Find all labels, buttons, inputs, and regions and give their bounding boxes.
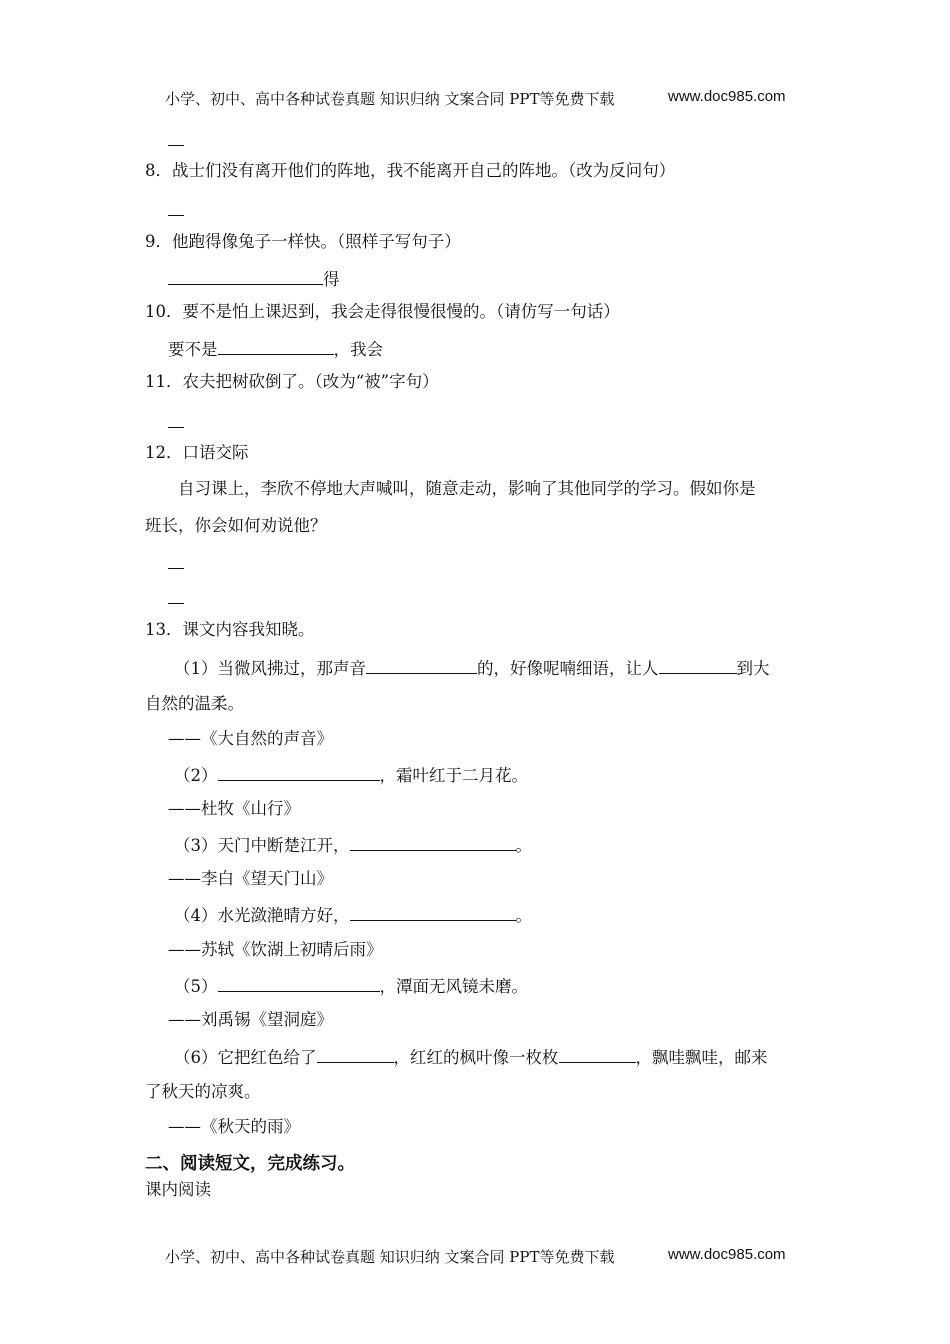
q13-item-2-source: ——杜牧《山行》 <box>168 799 300 818</box>
header-text: 小学、初中、高中各种试卷真题 知识归纳 文案合同 PPT等免费下载 <box>165 90 615 108</box>
fill-blank[interactable] <box>659 656 737 674</box>
q13-2-text-b: ，霜叶红于二月花。 <box>379 766 528 785</box>
q13-item-6-source: ——《秋天的雨》 <box>168 1117 300 1136</box>
fill-blank[interactable] <box>366 656 477 674</box>
q13-4-text-b: 。 <box>515 906 532 925</box>
question-11: 11．农夫把树砍倒了。（改为“被”字句） <box>145 372 439 391</box>
header-url[interactable]: www.doc985.com <box>668 88 786 105</box>
fill-blank[interactable] <box>168 267 323 285</box>
answer-dash <box>168 568 184 569</box>
q9-tail: 得 <box>323 270 340 289</box>
q13-3-text-b: 。 <box>515 836 532 855</box>
q13-4-text-a: （4）水光潋滟晴方好， <box>174 906 350 925</box>
q13-1-text-c: 到大 <box>736 659 770 678</box>
answer-dash <box>168 215 184 216</box>
question-9: 9．他跑得像兔子一样快。（照样子写句子） <box>145 232 461 251</box>
fill-blank[interactable] <box>218 337 334 355</box>
q13-item-5-source: ——刘禹锡《望洞庭》 <box>168 1010 333 1029</box>
fill-blank[interactable] <box>350 903 516 921</box>
q13-6-text-c: ，飘哇飘哇，邮来 <box>635 1048 768 1067</box>
q13-item-6 <box>174 1045 768 1069</box>
q10-prefix: 要不是 <box>168 340 218 359</box>
fill-blank[interactable] <box>218 974 380 992</box>
question-10: 10．要不是怕上课迟到，我会走得很慢很慢的。（请仿写一句话） <box>145 302 620 321</box>
footer-url[interactable]: www.doc985.com <box>668 1246 786 1263</box>
q13-item-6-cont: 了秋天的凉爽。 <box>145 1082 261 1101</box>
q13-6-text-b: ，红红的枫叶像一枚枚 <box>393 1048 559 1067</box>
q13-5-text-a: （5） <box>174 977 218 996</box>
fill-blank[interactable] <box>218 763 380 781</box>
q13-1-text-a: （1）当微风拂过，那声音 <box>174 659 366 678</box>
q13-item-2 <box>174 763 528 787</box>
q13-item-4-source: ——苏轼《饮湖上初晴后雨》 <box>168 940 383 959</box>
question-12-line1: 自习课上，李欣不停地大声喊叫，随意走动，影响了其他同学的学习。假如你是 <box>178 479 756 498</box>
q13-item-1 <box>174 656 770 680</box>
q13-item-5 <box>174 974 528 998</box>
q13-item-3 <box>174 833 532 857</box>
question-9-answer-line <box>168 267 340 291</box>
question-12-title: 12．口语交际 <box>145 443 249 462</box>
q13-item-1-cont: 自然的温柔。 <box>145 694 244 713</box>
footer-text: 小学、初中、高中各种试卷真题 知识归纳 文案合同 PPT等免费下载 <box>165 1248 615 1266</box>
question-10-answer-line <box>168 337 383 361</box>
fill-blank[interactable] <box>559 1045 636 1063</box>
q13-5-text-b: ，潭面无风镜未磨。 <box>379 977 528 996</box>
q13-item-4 <box>174 903 532 927</box>
q10-mid: ，我会 <box>333 340 383 359</box>
q13-item-1-source: ——《大自然的声音》 <box>168 729 333 748</box>
q13-item-3-source: ——李白《望天门山》 <box>168 869 333 888</box>
question-8: 8．战士们没有离开他们的阵地，我不能离开自己的阵地。（改为反问句） <box>145 161 676 180</box>
question-12-line2: 班长，你会如何劝说他？ <box>145 516 327 535</box>
answer-dash <box>168 145 184 146</box>
fill-blank[interactable] <box>350 833 516 851</box>
question-13-title: 13．课文内容我知晓。 <box>145 620 315 639</box>
q13-2-text-a: （2） <box>174 766 218 785</box>
answer-dash <box>168 427 184 428</box>
answer-dash <box>168 603 184 604</box>
section-2-subtitle: 课内阅读 <box>145 1180 211 1199</box>
q13-6-text-a: （6）它把红色给了 <box>174 1048 317 1067</box>
section-2-title: 二、阅读短文，完成练习。 <box>145 1154 355 1174</box>
q13-1-text-b: 的，好像呢喃细语，让人 <box>477 659 659 678</box>
fill-blank[interactable] <box>317 1045 394 1063</box>
q13-3-text-a: （3）天门中断楚江开， <box>174 836 350 855</box>
